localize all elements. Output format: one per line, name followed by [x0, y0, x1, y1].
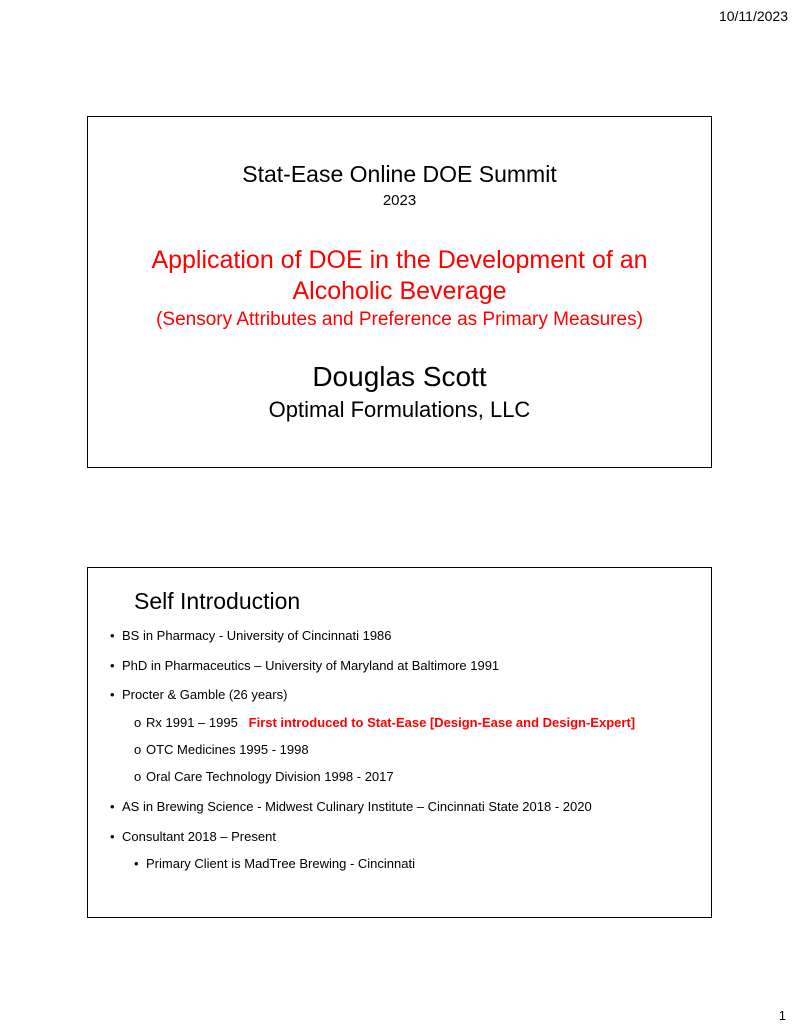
circle-bullet-icon: o [134, 742, 142, 757]
bullet-icon: • [110, 687, 115, 702]
title-slide [87, 116, 712, 468]
sub-bullet-rx: o Rx 1991 – 1995 First introduced to Stat-Ease [Design-Ease and Design-Expert] [134, 715, 636, 730]
sub-bullet-otc: o OTC Medicines 1995 - 1998 [134, 742, 309, 757]
circle-bullet-icon: o [134, 715, 142, 730]
page-number: 1 [778, 1008, 786, 1023]
slide-title: Self Introduction [134, 588, 301, 614]
talk-title [88, 245, 711, 307]
bullet-consultant: • Consultant 2018 – Present [110, 829, 276, 844]
bullet-icon: • [110, 628, 115, 643]
bullet-icon: • [110, 829, 115, 844]
sub-bullet-client: • Primary Client is MadTree Brewing - Cincinnati [134, 856, 415, 871]
sub-bullet-oral-care: o Oral Care Technology Division 1998 - 2017 [134, 769, 394, 784]
circle-bullet-icon: o [134, 769, 142, 784]
stat-ease-highlight: First introduced to Stat-Ease [Design-Ease and Design-Expert] [248, 715, 636, 730]
bullet-icon: • [134, 856, 139, 871]
talk-subtitle: (Sensory Attributes and Preference as Primary Measures) [156, 309, 643, 330]
bullet-education-phd: • PhD in Pharmaceutics – University of Maryland at Baltimore 1991 [110, 658, 500, 673]
bullet-pg: • Procter & Gamble (26 years) [110, 687, 288, 702]
self-introduction-slide [87, 567, 712, 918]
talk-title-line2: Alcoholic Beverage [292, 277, 507, 305]
bullet-brewing: • AS in Brewing Science - Midwest Culinary Institute – Cincinnati State 2018 - 2020 [110, 799, 592, 814]
bullet-icon: • [110, 658, 115, 673]
conference-year: 2023 [382, 192, 417, 209]
author-name: Douglas Scott [312, 361, 487, 392]
conference-title: Stat-Ease Online DOE Summit [242, 161, 557, 187]
header-date: 10/11/2023 [718, 8, 788, 24]
author-organization: Optimal Formulations, LLC [268, 397, 531, 422]
talk-title-line1: Application of DOE in the Development of an [151, 246, 648, 274]
bullet-icon: • [110, 799, 115, 814]
bullet-education-bs: • BS in Pharmacy - University of Cincinnati 1986 [110, 628, 392, 643]
